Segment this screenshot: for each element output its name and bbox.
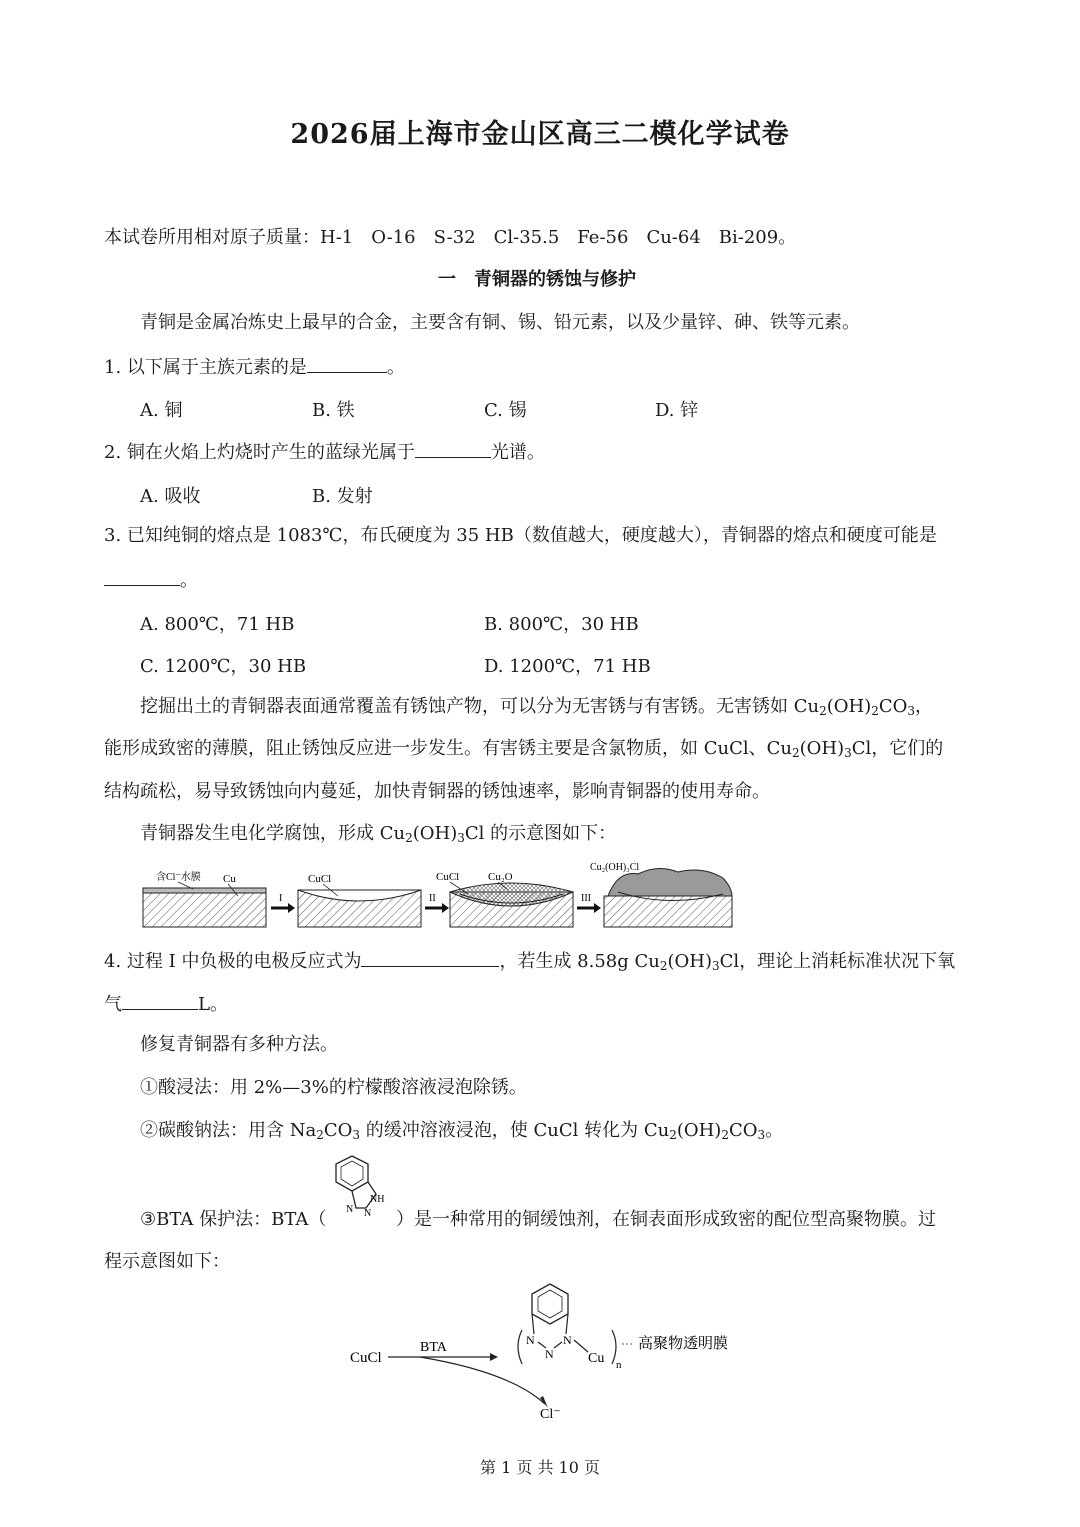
q1-option-a[interactable]: A. 铜: [140, 400, 183, 421]
rust-text-1: 挖掘出土的青铜器表面通常覆盖有锈蚀产物，可以分为无害锈与有害锈。无害锈如: [140, 696, 794, 717]
label-water-film: 含Cl⁻水膜: [156, 872, 201, 883]
label-cu2o: Cu₂O: [488, 871, 513, 883]
method2-text-end: 。: [765, 1120, 784, 1141]
rust-text-2: 能形成致密的薄膜，阻止锈蚀反应进一步发生。有害锈主要是含氯物质，如 CuCl、: [104, 738, 767, 759]
q4-volume-blank[interactable]: [122, 991, 198, 1010]
byproduct-arrow: [420, 1357, 545, 1404]
formula-cu2oh2co3-m2: $Cu_2(OH)_2CO_3$: [643, 1120, 766, 1142]
q1-answer-blank[interactable]: [307, 354, 387, 373]
polymer-n-mid: N: [545, 1347, 554, 1361]
formula-cu2oh3cl-q4: $Cu_2(OH)_3Cl$: [634, 951, 740, 973]
polymer-n-right: N: [563, 1333, 572, 1347]
caption-text-end: 的示意图如下：: [484, 823, 617, 844]
q3-option-c[interactable]: C. 1200℃，30 HB: [140, 656, 307, 677]
arrow-step-3: [577, 893, 601, 913]
section-heading: 一 青铜器的锈蚀与修护: [438, 269, 636, 290]
q2-option-b[interactable]: B. 发射: [312, 486, 373, 507]
label-cucl-1: CuCl: [308, 873, 332, 885]
q3-stem-end: 。: [180, 570, 198, 591]
bta-n-label-2: N: [346, 1204, 354, 1215]
formula-cu2oh3cl-caption: $Cu_2(OH)_3Cl$: [379, 823, 485, 845]
page-title: 2026届上海市金山区高三二模化学试卷: [290, 119, 790, 150]
q4-electrode-blank[interactable]: [361, 948, 499, 967]
panel-1: [143, 870, 266, 927]
intro-paragraph: 青铜是金属冶炼史上最早的合金，主要含有铜、锡、铅元素，以及少量锌、砷、铁等元素。: [140, 312, 860, 333]
question-1: [104, 354, 405, 380]
question-4-line2: [104, 991, 228, 1017]
q3-stem-line2: [104, 567, 198, 593]
q3-option-b[interactable]: B. 800℃，30 HB: [484, 614, 639, 635]
atomic-mass-line: 本试卷所用相对原子质量：H-1 O-16 S-32 Cl-35.5 Fe-56 Cu-64 Bi-209。: [104, 227, 797, 248]
polymer-n-left: N: [526, 1333, 535, 1347]
q2-stem: 2. 铜在火焰上灼烧时产生的蓝绿光属于: [104, 442, 415, 463]
rust-text-3: ，它们的: [871, 738, 944, 759]
rust-paragraph-line1: [140, 695, 933, 719]
water-film: [143, 888, 266, 893]
panel-2: [298, 873, 421, 927]
corrosion-process-figure: [138, 856, 738, 931]
polymer-subscript-n: n: [616, 1359, 622, 1371]
label-step-3: III: [581, 893, 591, 904]
method-3-line2: 程示意图如下：: [104, 1251, 230, 1272]
label-cu2oh3cl: Cu₂(OH)₃Cl: [590, 862, 640, 873]
method-1: ①酸浸法：用 2%—3%的柠檬酸溶液浸泡除锈。: [140, 1077, 527, 1098]
label-step-2: II: [429, 893, 436, 904]
formula-cu2oh3cl: $Cu_2(OH)_3Cl$: [766, 738, 872, 760]
arrow-step-2: [425, 893, 449, 913]
product-label: 高聚物透明膜: [638, 1336, 729, 1352]
formula-na2co3: $Na_2CO_3$: [289, 1120, 361, 1142]
q4-line2-text: 气: [104, 994, 122, 1015]
q2-option-a[interactable]: A. 吸收: [140, 486, 201, 507]
formula-cu2oh2co3: $Cu_2(OH)_2CO_3$: [793, 696, 916, 718]
byproduct-cl: Cl⁻: [540, 1407, 561, 1422]
method2-text: ②碳酸钠法：用含: [140, 1120, 290, 1141]
reactant-cucl: CuCl: [350, 1350, 382, 1366]
method-3-pre: ③BTA 保护法：BTA（: [140, 1209, 327, 1230]
q1-option-b[interactable]: B. 铁: [312, 400, 355, 421]
q4-line2-end: L。: [198, 994, 228, 1015]
q3-answer-blank[interactable]: [104, 567, 180, 586]
panel-4: [590, 862, 732, 927]
polymer-cu: Cu: [588, 1351, 605, 1366]
q2-stem-end: 光谱。: [490, 442, 545, 463]
q1-stem-end: 。: [386, 357, 405, 378]
question-4: [104, 948, 955, 974]
q1-option-d[interactable]: D. 锌: [655, 400, 699, 421]
method-2: [140, 1119, 783, 1143]
label-step-1: I: [279, 893, 283, 904]
rust-paragraph-line2: [104, 737, 943, 761]
q3-option-a[interactable]: A. 800℃，71 HB: [140, 614, 295, 635]
comma: ，: [915, 696, 934, 717]
bta-nh-label: NH: [370, 1194, 385, 1205]
question-2: [104, 439, 545, 465]
bta-structure-icon: [330, 1150, 402, 1232]
q3-option-d[interactable]: D. 1200℃，71 HB: [484, 656, 651, 677]
method-3-post: ）是一种常用的铜缓蚀剂，在铜表面形成致密的配位型高聚物膜。过: [396, 1209, 936, 1230]
page-footer: 第 1 页 共 10 页: [480, 1458, 600, 1477]
method2-text-mid: 的缓冲溶液浸泡，使 CuCl 转化为: [360, 1120, 644, 1141]
figure1-caption: [140, 822, 616, 846]
q2-answer-blank[interactable]: [415, 439, 491, 458]
bta-n-label-1: N: [364, 1208, 372, 1219]
q1-stem: 1. 以下属于主族元素的是: [104, 357, 307, 378]
bta-reaction-figure: [340, 1272, 760, 1422]
q4-stem-mid: ，若生成 8.58g: [499, 951, 635, 972]
polymer-unit: [518, 1284, 634, 1371]
rust-paragraph-line3: 结构疏松，易导致锈蚀向内蔓延，加快青铜器的锈蚀速率，影响青铜器的使用寿命。: [104, 781, 770, 802]
q4-stem-mid2: ，理论上消耗标准状况下氧: [739, 951, 956, 972]
panel-3: [436, 871, 573, 927]
arrow-step-1: [271, 893, 295, 913]
caption-text: 青铜器发生电化学腐蚀，形成: [140, 823, 380, 844]
copper-block-1: [143, 892, 266, 927]
label-cu: Cu: [223, 873, 236, 885]
label-cucl-2: CuCl: [436, 871, 460, 883]
q4-stem: 4. 过程 I 中负极的电极反应式为: [104, 951, 362, 972]
reagent-bta: BTA: [420, 1340, 447, 1355]
repair-intro: 修复青铜器有多种方法。: [140, 1034, 338, 1055]
q3-stem: 3. 已知纯铜的熔点是 1083℃，布氏硬度为 35 HB（数值越大，硬度越大），青铜器的熔点和硬度可能是: [104, 525, 937, 546]
q1-option-c[interactable]: C. 锡: [484, 400, 527, 421]
